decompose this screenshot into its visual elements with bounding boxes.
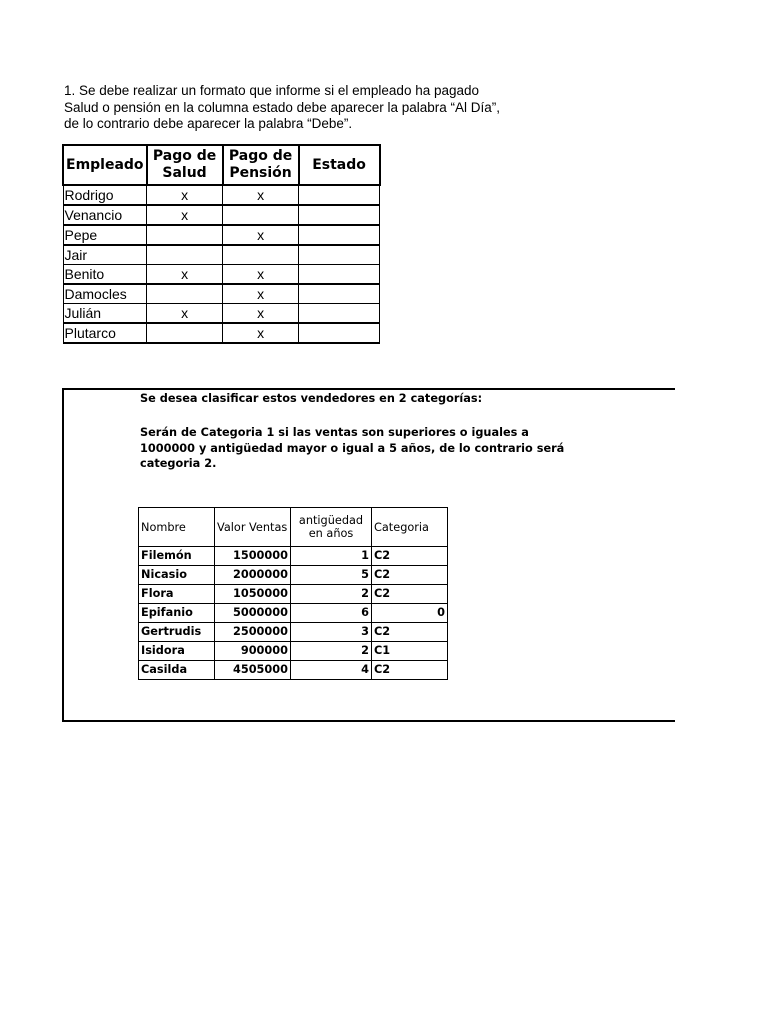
employee-name: Jair [63,245,147,265]
table-row [63,185,380,205]
estado-cell [299,284,380,304]
pension-mark [223,245,299,265]
category-cell: C2 [372,585,448,604]
salud-mark: x [147,185,223,205]
employee-name: Benito [63,265,147,285]
estado-cell [299,323,380,343]
salud-mark [147,323,223,343]
pension-mark [223,205,299,225]
instruction-line: Salud o pensión en la columna estado debe aparecer la palabra “Al Día”, [64,99,501,115]
salud-mark [147,225,223,245]
exercise2-title: Se desea clasificar estos vendedores en 2 categorías: [140,392,483,405]
header-pago-salud: Pago de Salud [147,145,223,185]
salud-mark: x [147,265,223,285]
table-row [139,661,448,680]
table-row [139,623,448,642]
seniority-years: 5 [291,566,372,585]
seller-name: Filemón [139,547,215,566]
seniority-years: 3 [291,623,372,642]
employee-name: Rodrigo [63,185,147,205]
header-pago-pension: Pago de Pensión [223,145,299,185]
employee-payment-table [62,144,381,344]
seniority-years: 1 [291,547,372,566]
instruction-line: categoria 2. [140,457,217,470]
table-row [63,205,380,225]
header-empleado: Empleado [63,145,147,185]
employee-name: Venancio [63,205,147,225]
table-row [63,265,380,285]
table-row [63,323,380,343]
salud-mark: x [147,304,223,324]
category-cell: C2 [372,547,448,566]
category-cell: 0 [372,604,448,623]
seniority-years: 4 [291,661,372,680]
sales-value: 5000000 [215,604,291,623]
exercise2-instructions [140,425,565,472]
header-valor-ventas: Valor Ventas [215,508,291,547]
table-row [63,225,380,245]
instruction-line: 1. Se debe realizar un formato que informe si el empleado ha pagado [64,83,480,98]
seller-name: Epifanio [139,604,215,623]
header-estado: Estado [299,145,380,185]
pension-mark: x [223,185,299,205]
category-cell: C2 [372,661,448,680]
seller-name: Gertrudis [139,623,215,642]
estado-cell [299,265,380,285]
seniority-years: 2 [291,642,372,661]
pension-mark: x [223,323,299,343]
employee-name: Plutarco [63,323,147,343]
sales-value: 900000 [215,642,291,661]
table-header-row [63,145,380,185]
seller-name: Flora [139,585,215,604]
category-cell: C2 [372,566,448,585]
table-row [139,604,448,623]
estado-cell [299,304,380,324]
sellers-table [138,507,448,680]
sales-value: 1050000 [215,585,291,604]
salud-mark: x [147,205,223,225]
sales-value: 1500000 [215,547,291,566]
table-row [139,585,448,604]
estado-cell [299,245,380,265]
table-row [139,642,448,661]
table-row [63,245,380,265]
pension-mark: x [223,225,299,245]
estado-cell [299,225,380,245]
seller-name: Casilda [139,661,215,680]
instruction-line: Serán de Categoria 1 si las ventas son superiores o iguales a [140,426,529,439]
table-header-row [139,508,448,547]
employee-name: Pepe [63,225,147,245]
pension-mark: x [223,304,299,324]
category-cell: C2 [372,623,448,642]
employee-name: Julián [63,304,147,324]
sales-value: 4505000 [215,661,291,680]
table-row [139,547,448,566]
seniority-years: 2 [291,585,372,604]
exercise1-instructions [64,83,564,133]
pension-mark: x [223,284,299,304]
category-cell: C1 [372,642,448,661]
salud-mark [147,284,223,304]
header-nombre: Nombre [139,508,215,547]
sales-value: 2500000 [215,623,291,642]
table-row [63,304,380,324]
instruction-line: 1000000 y antigüedad mayor o igual a 5 años, de lo contrario será [140,441,565,455]
header-antiguedad: antigüedad en años [291,508,372,547]
pension-mark: x [223,265,299,285]
sales-value: 2000000 [215,566,291,585]
seller-name: Isidora [139,642,215,661]
table-row [139,566,448,585]
seller-name: Nicasio [139,566,215,585]
instruction-line: de lo contrario debe aparecer la palabra “Debe”. [64,116,353,131]
estado-cell [299,185,380,205]
estado-cell [299,205,380,225]
salud-mark [147,245,223,265]
table-row [63,284,380,304]
seniority-years: 6 [291,604,372,623]
employee-name: Damocles [63,284,147,304]
header-categoria: Categoria [372,508,448,547]
